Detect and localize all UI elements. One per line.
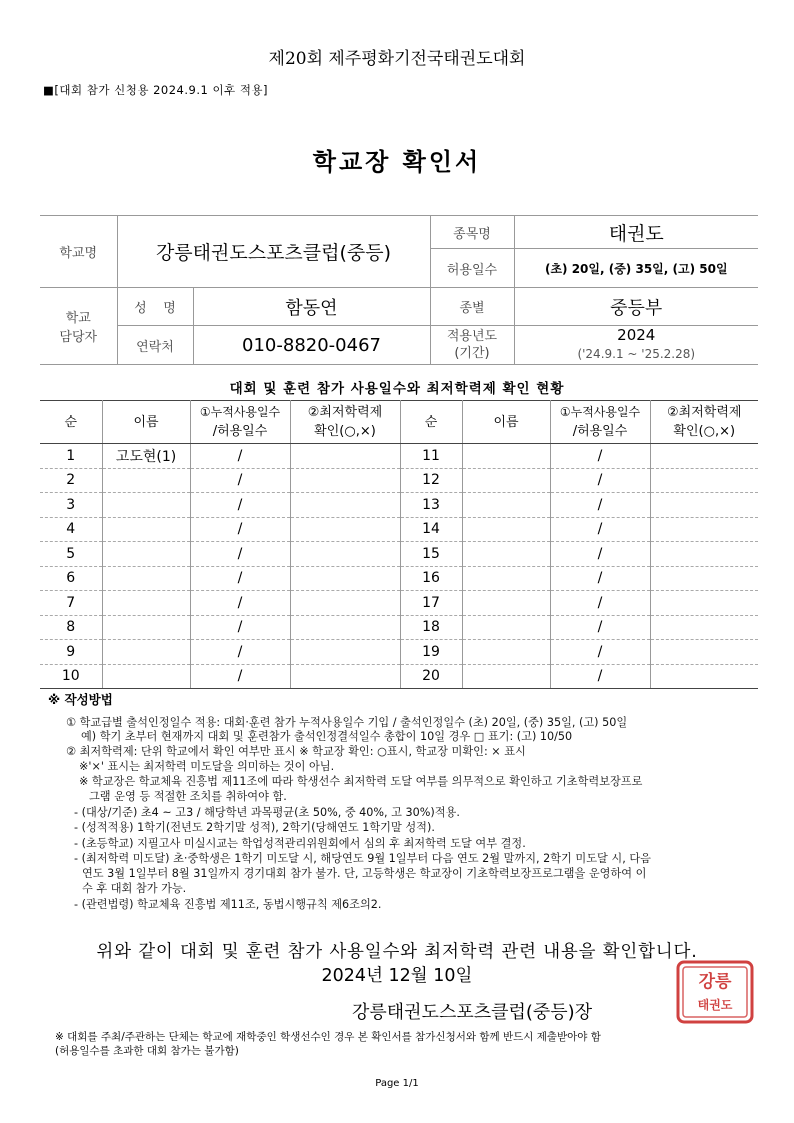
row-name-2 (462, 493, 550, 518)
row-name (102, 468, 190, 493)
row-min-2 (650, 615, 758, 640)
row-min (290, 517, 400, 542)
method-line: ① 학교급별 출석인정일수 적용: 대회·훈련 참가 누적사용일수 기입 / 출석인정일수 (초) 20일, (중) 35일, (고) 50일 (66, 716, 628, 729)
table-row (40, 664, 758, 689)
method-line: - (성적적용) 1학기(전년도 2학기말 성적), 2학기(당해연도 1학기말 성적). (74, 821, 435, 834)
row-name: 고도현(1) (102, 444, 190, 469)
document-title: 학교장 확인서 (312, 148, 482, 176)
table-row (40, 517, 758, 542)
year-cell (514, 326, 758, 365)
table-row (40, 444, 758, 469)
col-days-2-line2: /허용일수 (572, 424, 628, 439)
method-line: 수 후 대회 참가 가능. (82, 882, 187, 895)
svg-text:강릉: 강릉 (698, 972, 732, 992)
year-label (430, 326, 514, 365)
col-min-2-line1: ②최저학력제 (667, 405, 742, 420)
row-days: / (190, 615, 290, 640)
row-days-2: / (550, 615, 650, 640)
row-days: / (190, 444, 290, 469)
col-min-2-line2: 확인(○,×) (673, 424, 736, 439)
row-min-2 (650, 664, 758, 689)
col-no-2: 순 (400, 401, 462, 444)
row-min (290, 542, 400, 567)
table-row (40, 493, 758, 518)
row-days: / (190, 566, 290, 591)
event-title: 제20회 제주평화기전국태권도대회 (268, 49, 526, 69)
confirm-statement: 위와 같이 대회 및 훈련 참가 사용일수와 최저학력 관련 내용을 확인합니다. (96, 942, 698, 962)
row-no: 2 (40, 468, 102, 493)
footnote (55, 1030, 601, 1058)
row-min (290, 664, 400, 689)
name-label: 성 명 (117, 288, 193, 326)
row-days-2: / (550, 542, 650, 567)
manager-name: 함동연 (193, 288, 430, 326)
method-title: ※ 작성방법 (48, 692, 113, 707)
col-days-line1: ①누적사용일수 (199, 405, 281, 419)
manager-label-line1: 학교 (65, 311, 91, 326)
method-line: - (초등학교) 지필고사 미실시교는 학업성적관리위원회에서 심의 후 최저학력 도달 여부 결정. (74, 837, 526, 850)
row-min-2 (650, 591, 758, 616)
row-days-2: / (550, 664, 650, 689)
row-name-2 (462, 517, 550, 542)
col-min (290, 401, 400, 444)
method-line: 예) 학기 초부터 현재까지 대회 및 훈련참가 출석인정결석일수 총합이 10일 경우 □ 표기: (고) 10/50 (81, 730, 573, 743)
row-no: 8 (40, 615, 102, 640)
row-name (102, 517, 190, 542)
row-name-2 (462, 444, 550, 469)
row-name-2 (462, 542, 550, 567)
col-min-2 (650, 401, 758, 444)
row-min-2 (650, 517, 758, 542)
col-no: 순 (40, 401, 102, 444)
division-label: 종별 (430, 288, 514, 326)
method-line: 연도 3월 1일부터 8월 31일까지 경기대회 참가 불가. 단, 고등학생은 학교장이 기초학력보장프로그램을 운영하여 이 (82, 867, 647, 880)
row-no: 6 (40, 566, 102, 591)
row-min-2 (650, 566, 758, 591)
row-days: / (190, 591, 290, 616)
division-value: 중등부 (514, 288, 758, 326)
method-line: ※'×' 표시는 최저학력 미도달을 의미하는 것이 아님. (79, 760, 335, 773)
row-name-2 (462, 664, 550, 689)
row-min (290, 444, 400, 469)
row-days-2: / (550, 566, 650, 591)
row-days-2: / (550, 517, 650, 542)
row-name (102, 542, 190, 567)
svg-text:태권도: 태권도 (697, 998, 733, 1012)
row-no: 9 (40, 640, 102, 665)
row-no-2: 19 (400, 640, 462, 665)
col-days-2-line1: ①누적사용일수 (559, 405, 641, 419)
year-period: ('24.9.1 ~ '25.2.28) (577, 347, 696, 361)
school-name: 강릉태권도스포츠클럽(중등) (117, 216, 430, 288)
row-days: / (190, 468, 290, 493)
col-days (190, 401, 290, 444)
row-days-2: / (550, 444, 650, 469)
usage-heading: 대회 및 훈련 참가 사용일수와 최저학력제 확인 현황 (229, 381, 565, 397)
table-row (40, 615, 758, 640)
row-min-2 (650, 444, 758, 469)
school-label: 학교명 (40, 216, 117, 288)
row-min-2 (650, 640, 758, 665)
row-name-2 (462, 566, 550, 591)
row-no-2: 16 (400, 566, 462, 591)
row-min (290, 615, 400, 640)
year-label-line2: (기간) (454, 346, 490, 361)
row-min (290, 640, 400, 665)
method-line: - (최저학력 미도달) 초·중학생은 1학기 미도달 시, 해당연도 9월 1일부터 다음 연도 2월 말까지, 2학기 미도달 시, 다음 (74, 852, 651, 865)
row-no: 10 (40, 664, 102, 689)
row-no: 3 (40, 493, 102, 518)
col-name: 이름 (102, 401, 190, 444)
row-name (102, 493, 190, 518)
table-row (40, 566, 758, 591)
footnote-line1: ※ 대회를 주최/주관하는 단체는 학교에 재학중인 학생선수인 경우 본 확인서를 참가신청서와 함께 반드시 제출받아야 함 (55, 1031, 601, 1043)
manager-label-line2: 담당자 (59, 330, 98, 345)
row-days: / (190, 517, 290, 542)
col-min-line2: 확인(○,×) (314, 424, 376, 439)
row-min-2 (650, 542, 758, 567)
year-label-line1: 적용년도 (446, 329, 498, 344)
row-days: / (190, 640, 290, 665)
row-no-2: 11 (400, 444, 462, 469)
manager-label (40, 288, 117, 365)
row-days-2: / (550, 591, 650, 616)
row-name (102, 640, 190, 665)
page-number: Page 1/1 (375, 1078, 419, 1089)
event-value: 태권도 (514, 216, 758, 249)
method-line: ※ 학교장은 학교체육 진흥법 제11조에 따라 학생선수 최저학력 도달 여부를 의무적으로 확인하고 기초학력보장프로 (79, 775, 643, 788)
table-row (40, 591, 758, 616)
event-label: 종목명 (430, 216, 514, 249)
row-name (102, 664, 190, 689)
info-table (40, 215, 758, 365)
method-line: - (대상/기준) 초4 ~ 고3 / 해당학년 과목평균(초 50%, 중 40%, 고 30%)적용. (74, 806, 460, 819)
row-days-2: / (550, 493, 650, 518)
signer: 강릉태권도스포츠클럽(중등)장 (352, 1002, 593, 1023)
allowed-days-value: (초) 20일, (중) 35일, (고) 50일 (514, 249, 758, 288)
usage-table (40, 400, 758, 689)
row-min-2 (650, 468, 758, 493)
school-seal-stamp (676, 960, 754, 1024)
year-value: 2024 (617, 326, 656, 344)
table-row (40, 640, 758, 665)
usage-notice: ■[대회 참가 신청용 2024.9.1 이후 적용] (43, 83, 269, 97)
method-line: 그램 운영 등 적절한 조치를 취하여야 함. (89, 790, 287, 803)
row-name (102, 566, 190, 591)
row-no-2: 17 (400, 591, 462, 616)
col-days-2 (550, 401, 650, 444)
row-name (102, 591, 190, 616)
row-no-2: 13 (400, 493, 462, 518)
row-no: 4 (40, 517, 102, 542)
row-days: / (190, 493, 290, 518)
row-no-2: 15 (400, 542, 462, 567)
row-no-2: 14 (400, 517, 462, 542)
col-name-2: 이름 (462, 401, 550, 444)
col-min-line1: ②최저학력제 (307, 405, 383, 420)
row-min-2 (650, 493, 758, 518)
row-min (290, 468, 400, 493)
row-min (290, 566, 400, 591)
row-name (102, 615, 190, 640)
row-min (290, 493, 400, 518)
row-days: / (190, 664, 290, 689)
row-name-2 (462, 615, 550, 640)
row-days-2: / (550, 468, 650, 493)
row-days-2: / (550, 640, 650, 665)
table-row (40, 542, 758, 567)
row-no-2: 20 (400, 664, 462, 689)
row-no: 7 (40, 591, 102, 616)
row-no-2: 12 (400, 468, 462, 493)
row-no: 5 (40, 542, 102, 567)
contact-value: 010-8820-0467 (193, 326, 430, 365)
table-row (40, 468, 758, 493)
row-name-2 (462, 468, 550, 493)
method-line: - (관련법령) 학교체육 진흥법 제11조, 동법시행규칙 제6조의2. (74, 898, 382, 911)
col-days-line2: /허용일수 (212, 424, 268, 439)
row-name-2 (462, 591, 550, 616)
contact-label: 연락처 (117, 326, 193, 365)
row-no: 1 (40, 444, 102, 469)
row-days: / (190, 542, 290, 567)
row-min (290, 591, 400, 616)
confirm-date: 2024년 12월 10일 (321, 966, 473, 986)
allowed-days-label: 허용일수 (430, 249, 514, 288)
row-no-2: 18 (400, 615, 462, 640)
footnote-line2: (허용일수를 초과한 대회 참가는 불가함) (55, 1045, 239, 1057)
row-name-2 (462, 640, 550, 665)
method-line: ② 최저학력제: 단위 학교에서 확인 여부만 표시 ※ 학교장 확인: ○표시, 학교장 미확인: × 표시 (66, 745, 526, 758)
